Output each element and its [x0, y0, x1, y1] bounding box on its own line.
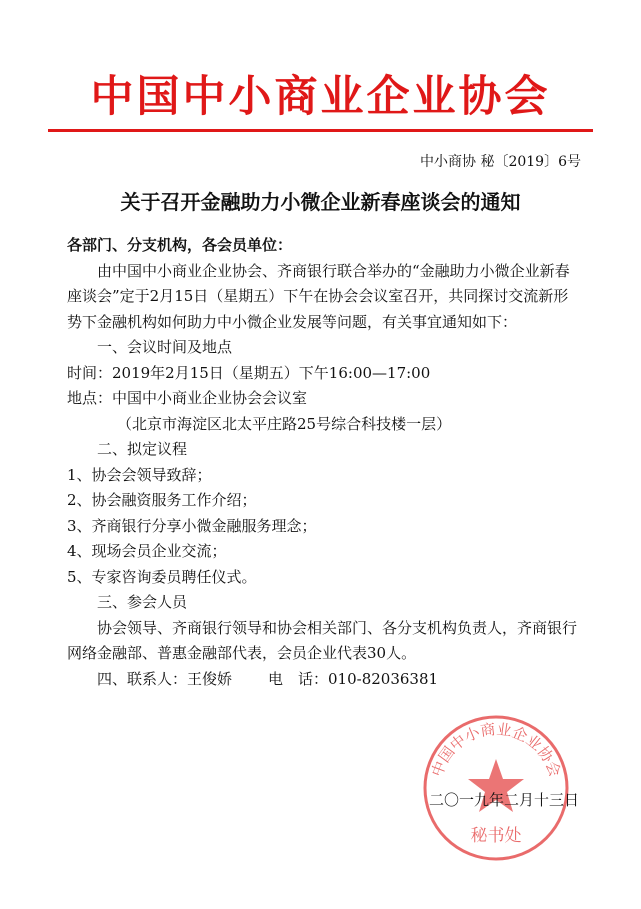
agenda-item: 4、现场会员企业交流； — [67, 542, 227, 560]
notice-title: 关于召开金融助力小微企业新春座谈会的通知 — [120, 190, 521, 214]
agenda-item: 5、专家咨询委员聘任仪式。 — [67, 567, 257, 586]
meeting-time: 时间：2019年2月15日（星期五）下午16:00—17:00 — [67, 363, 431, 382]
header-red-rule — [48, 129, 593, 132]
notice-body — [67, 233, 577, 692]
agenda-item: 2、协会融资服务工作介绍； — [67, 491, 257, 509]
participants-paragraph: 协会领导、齐商银行领导和协会相关部门、各分支机构负责人，齐商银行网络金融部、普惠金融部代表，会员企业代表30人。 — [67, 618, 578, 662]
intro-paragraph: 由中国中小商业企业协会、齐商银行联合举办的“金融助力小微企业新春座谈会”定于2月15日（星期五）下午在协会会议室召开，共同探讨交流新形势下金融机构如何助力中小微企业发展等问题，有关事宜通知如下： — [67, 261, 570, 331]
meeting-place: 地点：中国中小商业企业协会会议室 — [67, 389, 308, 407]
seal-office-text: 秘书处 — [470, 826, 522, 846]
contact-phone: 电 话：010-82036381 — [268, 669, 439, 688]
agenda-item: 3、齐商银行分享小微金融服务理念； — [67, 516, 317, 535]
agenda-item: 1、协会会领导致辞； — [67, 465, 212, 484]
signing-date: 二〇一九年二月十三日 — [428, 791, 579, 809]
document-number: 中小商协 秘〔2019〕6号 — [420, 154, 581, 170]
contact-person: 四、联系人：王俊娇 — [97, 669, 233, 688]
seal-ring-text: 中国中小商业企业协会 — [427, 720, 565, 780]
section-heading-agenda: 二、拟定议程 — [97, 440, 188, 458]
section-heading-participants: 三、参会人员 — [97, 593, 188, 611]
contact-line — [67, 667, 577, 693]
official-seal — [421, 713, 571, 863]
meeting-address: （北京市海淀区北太平庄路25号综合科技楼一层） — [117, 414, 452, 433]
addressee: 各部门、分支机构，各会员单位： — [67, 236, 293, 254]
section-heading-time-place: 一、会议时间及地点 — [97, 338, 233, 356]
org-header-title: 中国中小商业企业协会 — [90, 72, 551, 122]
